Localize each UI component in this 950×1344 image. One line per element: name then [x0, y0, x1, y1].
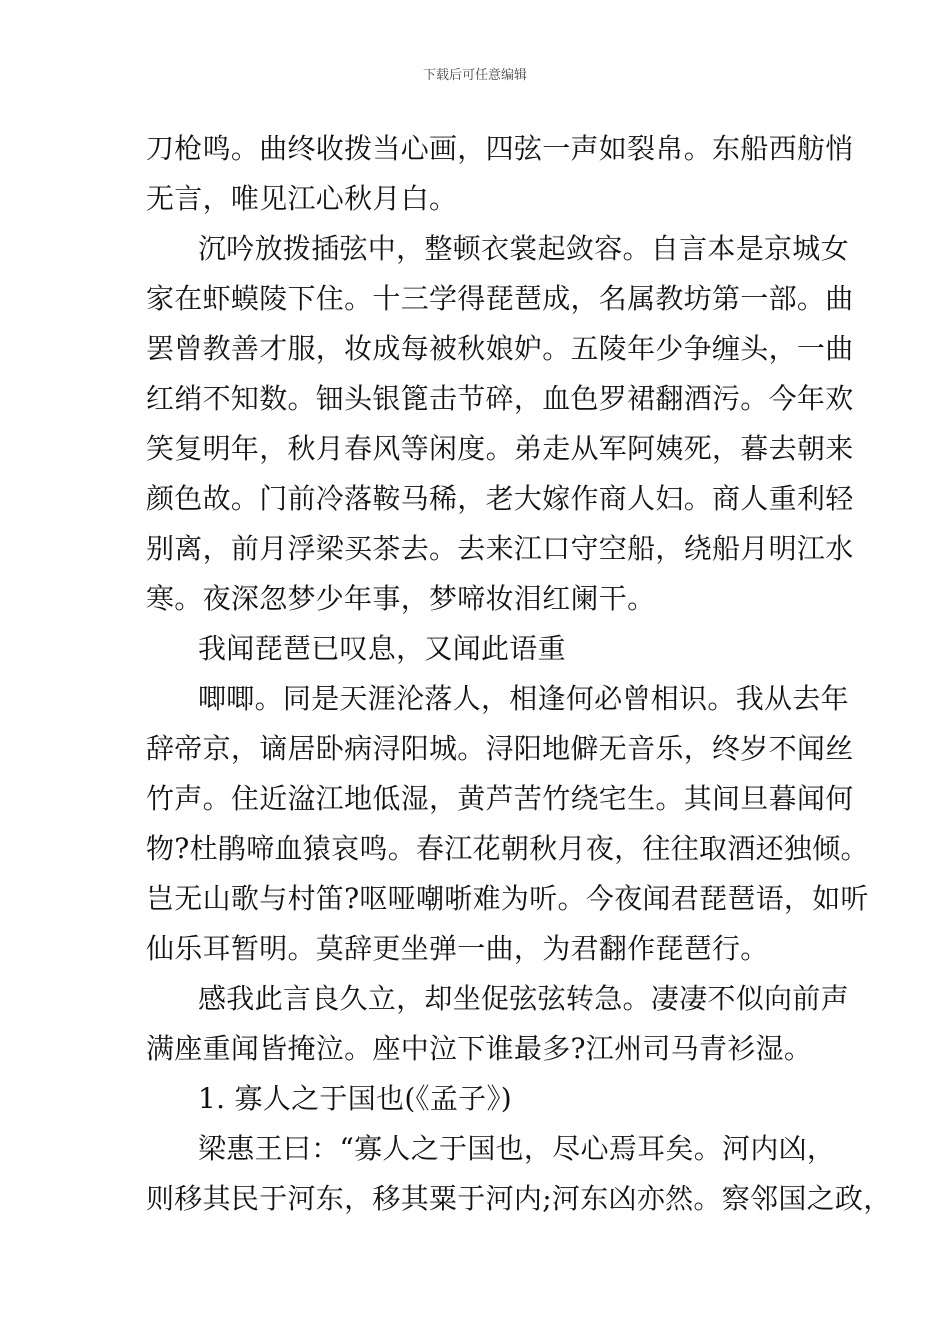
text-line: 无言，唯见江心秋月白。 — [146, 182, 458, 215]
text-line: 唧唧。同是天涯沦落人，相逢何必曾相识。我从去年 — [198, 682, 849, 715]
text-line: 我闻琵琶已叹息，又闻此语重 — [198, 632, 566, 665]
document-body — [146, 124, 892, 1224]
text-line: 沉吟放拨插弦中，整顿衣裳起敛容。自言本是京城女 — [198, 232, 849, 265]
page-header: 下载后可任意编辑 — [422, 68, 527, 83]
text-line: 别离，前月浮梁买茶去。去来江口守空船，绕船月明江水 — [146, 532, 854, 565]
text-line: 罢曾教善才服，妆成每被秋娘妒。五陵年少争缠头，一曲 — [146, 332, 854, 365]
text-line: 则移其民于河东，移其粟于河内;河东凶亦然。察邻国之政， — [146, 1182, 892, 1215]
text-line: 寒。夜深忽梦少年事，梦啼妆泪红阑干。 — [146, 582, 656, 615]
text-line: 竹声。住近湓江地低湿，黄芦苦竹绕宅生。其间旦暮闻何 — [146, 782, 854, 815]
text-line: 感我此言良久立，却坐促弦弦转急。凄凄不似向前声 — [198, 982, 849, 1015]
text-line: 红绡不知数。钿头银篦击节碎，血色罗裙翻酒污。今年欢 — [146, 382, 854, 415]
text-line: 仙乐耳暂明。莫辞更坐弹一曲，为君翻作琵琶行。 — [146, 932, 769, 965]
text-line: 岂无山歌与村笛?呕哑嘲哳难为听。今夜闻君琵琶语，如听 — [146, 882, 869, 915]
text-line: 梁惠王曰：“寡人之于国也，尽心焉耳矣。河内凶， — [198, 1132, 836, 1165]
section-heading: 1. 寡人之于国也(《孟子》) — [198, 1082, 512, 1115]
text-line: 笑复明年，秋月春风等闲度。弟走从军阿姨死，暮去朝来 — [146, 432, 854, 465]
text-line: 家在虾蟆陵下住。十三学得琵琶成，名属教坊第一部。曲 — [146, 282, 854, 315]
text-line: 满座重闻皆掩泣。座中泣下谁最多?江州司马青衫湿。 — [146, 1032, 813, 1065]
text-line: 辞帝京，谪居卧病浔阳城。浔阳地僻无音乐，终岁不闻丝 — [146, 732, 854, 765]
text-line: 颜色故。门前冷落鞍马稀，老大嫁作商人妇。商人重利轻 — [146, 482, 854, 515]
text-line: 物?杜鹃啼血猿哀鸣。春江花朝秋月夜，往往取酒还独倾。 — [146, 832, 869, 865]
text-line: 刀枪鸣。曲终收拨当心画，四弦一声如裂帛。东船西舫悄 — [146, 132, 854, 165]
